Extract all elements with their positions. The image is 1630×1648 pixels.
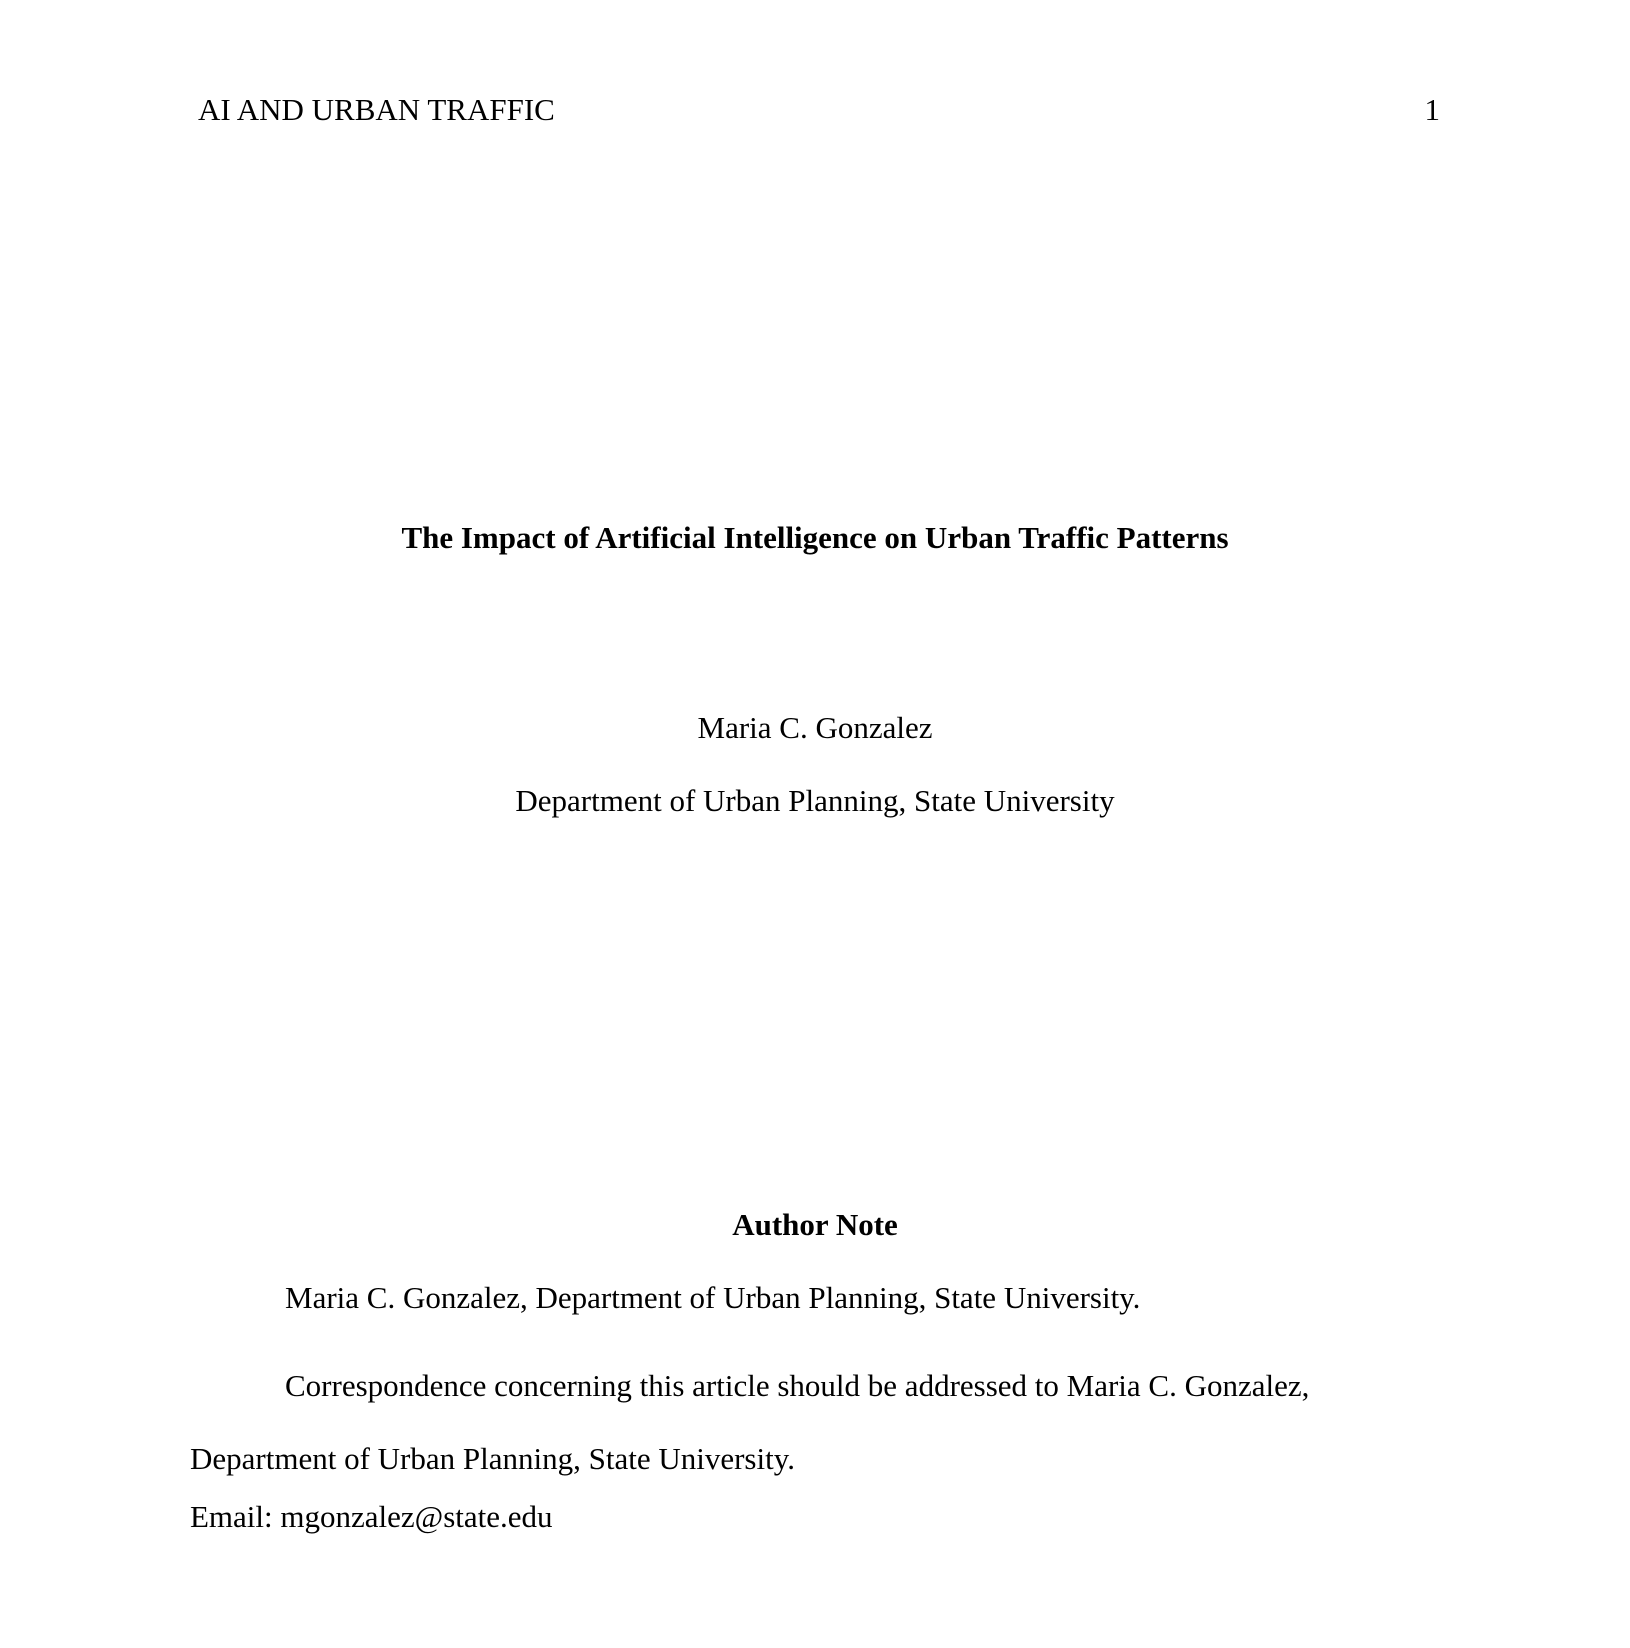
author-affiliation: Department of Urban Planning, State University [515, 783, 1115, 818]
correspondence-line-1: Correspondence concerning this article should be addressed to Maria C. Gonzalez, [285, 1368, 1310, 1403]
paper-title: The Impact of Artificial Intelligence on Urban Traffic Patterns [401, 520, 1229, 555]
author-note-correspondence-paragraph [190, 1349, 1440, 1495]
running-head: AI AND URBAN TRAFFIC [198, 92, 555, 127]
author-name: Maria C. Gonzalez [697, 710, 933, 745]
author-note-affiliation-paragraph: Maria C. Gonzalez, Department of Urban Planning, State University. [285, 1280, 1141, 1315]
author-note-heading: Author Note [732, 1207, 898, 1242]
page-number: 1 [1424, 92, 1440, 127]
author-email: Email: mgonzalez@state.edu [190, 1499, 553, 1534]
correspondence-line-2: Department of Urban Planning, State University. [190, 1441, 795, 1476]
